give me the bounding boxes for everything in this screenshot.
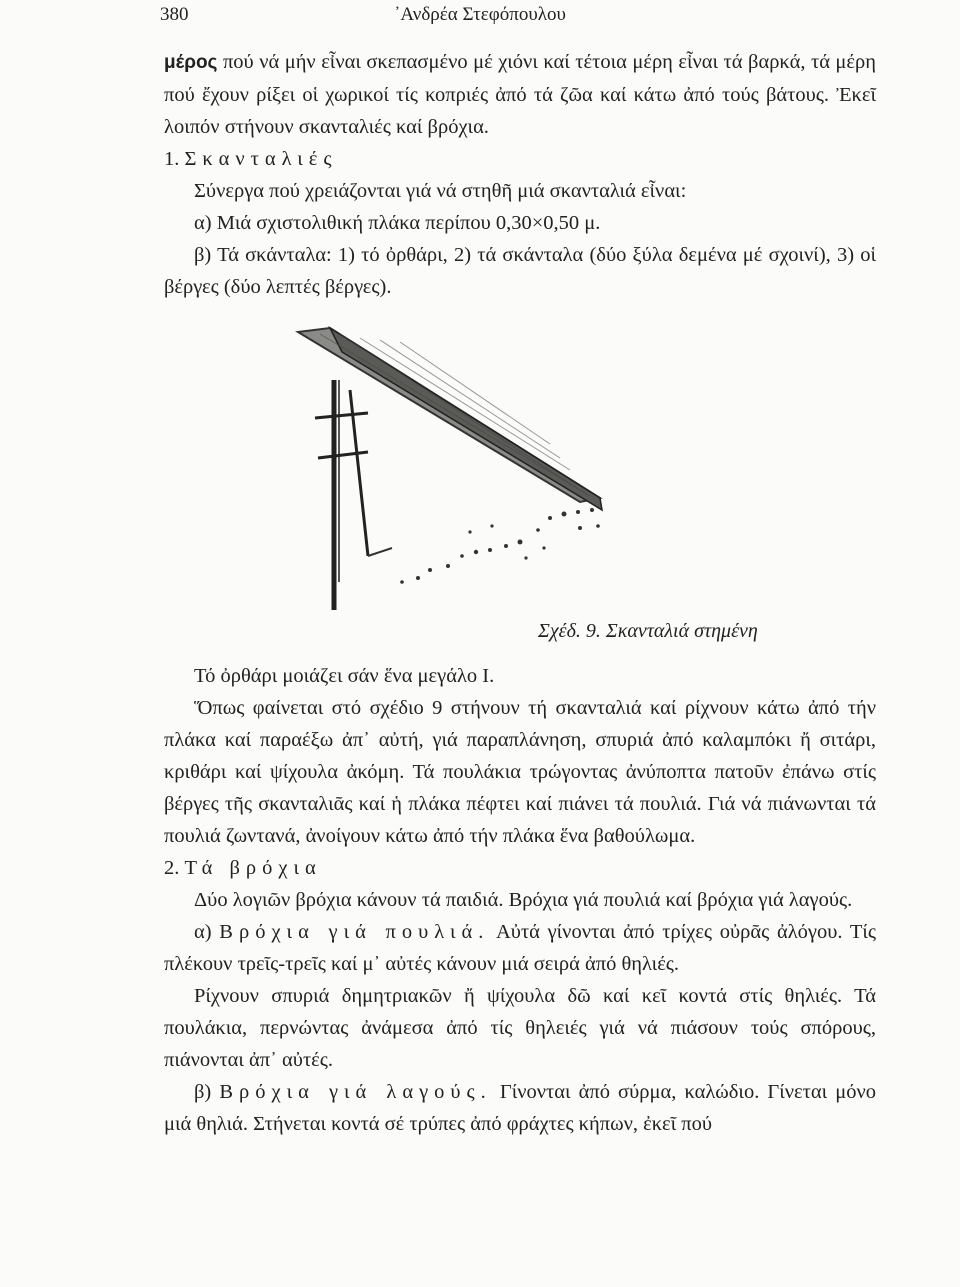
intro-bold-word: μέρος (164, 52, 218, 73)
body-p1: Τό ὀρθάρι μοιάζει σάν ἕνα μεγάλο Ι. (194, 665, 495, 687)
section-2-a-label: α) (194, 921, 212, 943)
section-1-number: 1. (164, 148, 180, 170)
figure-caption: Σχέδ. 9. Σκανταλιά στημένη (538, 620, 758, 642)
section-1-p2: α) Μιά σχιστολιθική πλάκα περίπου 0,30×0,50 μ. (194, 212, 601, 234)
section-1-p1: Σύνεργα πού χρειάζονται γιά νά στηθῆ μιά σκανταλιά εἶναι: (194, 180, 687, 202)
section-2-number: 2. (164, 857, 180, 879)
section-1-p3: β) Τά σκάνταλα: 1) τό ὀρθάρι, 2) τά σκάνταλα (δύο ξύλα δεμένα μέ σχοινί), 3) οἱ βέργες (δύο λεπτές βέργες). (164, 244, 876, 298)
slab-underside (330, 328, 602, 510)
section-2-b-title: Βρόχια γιά λαγούς. (219, 1081, 492, 1103)
intro-text: πού νά μήν εἶναι σκεπασμένο μέ χιόνι καί τέτοια μέρη εἶναι τά βαρκά, τά μέρη πού ἔχουν ρίξει οἱ χωρικοί τίς κοπριές ἀπό τά ζῶα καί κάτω ἀπό τούς βάτους. Ἐκεῖ λοιπόν στήνουν σκανταλιές καί βρόχια. (164, 51, 876, 138)
section-2-p3: Ρίχνουν σπυριά δημητριακῶν ἤ ψίχουλα δῶ καί κεῖ κοντά στίς θηλιές. Τά πουλάκια, περνώντας ἀνάμεσα ἀπό τίς θηλειές γιά νά πιάσουν τούς σπόρους, πιάνονται ἀπ᾿ αὐτές. (164, 985, 876, 1071)
cross-stick-top (315, 413, 368, 418)
section-1-title: Σκανταλιές (184, 148, 338, 170)
section-2-title: Τά βρόχια (184, 857, 322, 879)
section-2-a-title: Βρόχια γιά πουλιά. (219, 921, 490, 943)
section-2-heading (164, 852, 876, 884)
body-p2: Ὅπως φαίνεται στό σχέδιο 9 στήνουν τή σκανταλιά καί ρίχνουν κάτω ἀπό τήν πλάκα καί παραέξω ἀπ᾿ αὐτή, γιά παραπλάνηση, σπυριά ἀπό καλαμπόκι ἤ σιτάρι, κριθάρι καί ψίχουλα ἀκόμη. Τά πουλάκια τρώγοντας ἀνύποπτα πατοῦν ἐπάνω στίς βέργες τῆς σκανταλιᾶς καί ἡ πλάκα πέφτει καί πιάνει τά πουλιά. Γιά νά πιάνωνται τά πουλιά ζωντανά, ἀνοίγουν κάτω ἀπό τήν πλάκα ἕνα βαθούλωμα. (164, 697, 876, 847)
section-2-b-text: Γίνονται ἀπό σύρμα, καλώδιο. Γίνεται μόνο μιά θηλιά. Στήνεται κοντά σέ τρύπες ἀπό φράχτες κήπων, ἐκεῖ πού (164, 1081, 877, 1135)
trigger-twig (368, 548, 392, 556)
section-2-p1: Δύο λογιῶν βρόχια κάνουν τά παιδιά. Βρόχια γιά πουλιά καί βρόχια γιά λαγούς. (194, 889, 853, 911)
section-2-a-text: Αὐτά γίνονται ἀπό τρίχες οὐρᾶς ἀλόγου. Τίς πλέκουν τρεῖς-τρεῖς καί μ᾿ αὐτές κάνουν μιά σειρά ἀπό θηλιές. (164, 921, 876, 975)
intro-paragraph (164, 46, 876, 143)
page-number: 380 (160, 4, 189, 25)
running-title: ᾿Ανδρέα Στεφόπουλου (394, 4, 566, 25)
section-1-heading (164, 143, 876, 175)
scattered-grains (400, 508, 600, 584)
section-2-b-label: β) (194, 1081, 212, 1103)
text-block-bottom (164, 660, 876, 1140)
text-block-top (164, 46, 876, 303)
section-2-b (164, 1076, 876, 1140)
cross-stick-bottom (318, 452, 368, 458)
section-2-a (164, 916, 876, 980)
trap-drawing (280, 320, 660, 620)
